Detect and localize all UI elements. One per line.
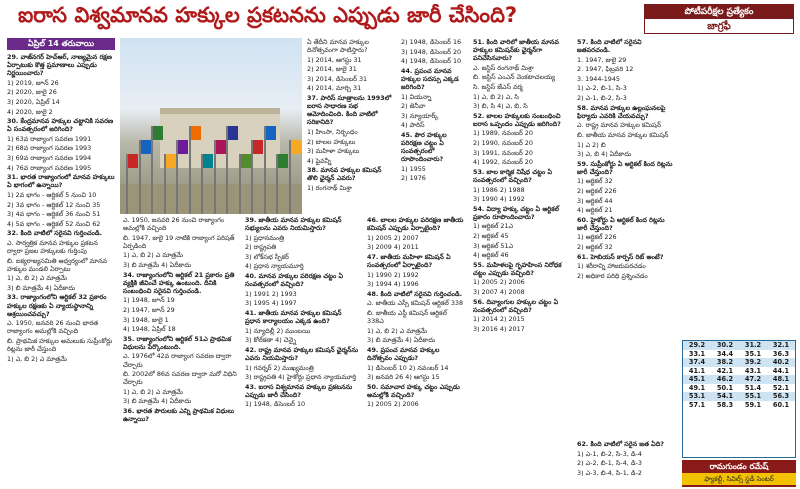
answer-cell: 33.1 [688,349,706,358]
question-line: 3) 1990 4) 1992 [473,195,525,204]
answer-cell: 32.1 [767,341,795,350]
question-line: 36. భారత పౌరులకు ఎన్ని ప్రాథమిక విధులు ఉన్నాయి? [123,406,235,424]
question-line: 56. దివ్యాంగుల హక్కుల చట్టం ఏ సంవత్సరంలో వచ్చింది? [473,297,559,314]
question-line: 3) కోల్‌కతా 4) చెన్నై [245,336,297,345]
question-line: 60. హైకోర్టు ఏ ఆర్టికల్‌ కింద రిట్లను జారీ చేస్తుంది? [577,215,665,232]
question-line: 3) 2020, ఏప్రిల్‌ 14 [7,97,60,106]
un-flags-photo [120,38,302,214]
question-line: 35. రాజ్యాంగంలోని ఆర్టికల్‌ 51ఎ ప్రాథమిక విధులను పేర్కొంటుంది. [123,334,232,351]
question-line: 2) జెనీవా [401,102,426,111]
question-line: 1) ఆర్టికల్‌ 226 [577,233,617,242]
question-line: 1) హింసా, నిర్బంధం [307,127,358,136]
question-line: 2) 3వ భాగం - ఆర్టికల్‌ 12 నుంచి 35 [7,200,101,209]
question-line: 2) 1947, జూన్‌ 29 [123,305,175,314]
answer-cell: 51.4 [744,383,762,392]
question-line: 1. 1947, జులై 29 [577,55,627,64]
question-line: 2) 2020, జులై 26 [7,88,57,97]
question-line: 1) గవర్నర్‌ 2) ముఖ్యమంత్రి [245,363,314,372]
question-line: 2) బాలల హక్కులు [307,137,356,146]
question-line: 43. ఐరాస విశ్వమానవ హక్కుల ప్రకటనను ఎప్పుడు జారీ చేసింది? [245,382,353,399]
photo-ground [120,184,302,214]
question-line: 41. జాతీయ మానవ హక్కుల కమిషన్‌ ప్రధాన కార్యాలయం ఎక్కడ ఉంది? [245,308,342,326]
flag [166,154,176,168]
article-body [4,38,796,487]
column-1 [4,38,118,487]
answer-row [683,350,795,359]
question-line: ఎ. జస్టిస్‌ రంగనాథ్‌ మిశ్రా [473,63,534,72]
question-line: 3) జనవరి 26 4) ఆగస్టు 15 [367,373,440,382]
question-line: 2) ఎ-1, బి-2, సి-3 [577,94,627,103]
flag [153,126,163,140]
question-line: 1) ప్రధానమంత్రి [245,233,285,242]
question-line: 2) అధికార పరిధి ప్రశ్నించడం [577,271,648,280]
answer-cell: 58.3 [716,400,734,409]
question-line: 4) 1948, ఏప్రిల్‌ 18 [123,325,176,334]
question-line: 34. రాజ్యాంగంలోని ఆర్టికల్‌ 21 ప్రకారం ప్రతి వ్యక్తికి జీవించే హక్కు ఉంటుంది. దీనికి సంబంధించి సరైనవి గుర్తించండి. [123,270,235,295]
question-line: 3) 69వ రాజ్యాంగ సవరణ 1994 [7,154,92,163]
question-line: 4) 76వ రాజ్యాంగ సవరణ 1995 [7,163,92,172]
question-line: 4) పైవన్నీ [307,156,332,165]
question-line: 1) ఆర్టికల్‌ 21ఎ [473,222,514,231]
column-5 [364,216,468,487]
question-line: 3) బి మాత్రమే 4) ఏదీకాదు [123,260,192,269]
answer-row [683,375,795,384]
question-line: 1) ఎ, బి 2) ఎ మాత్రమే [7,274,67,283]
question-line: బి. ప్రాథమిక హక్కుల అమలుకు సుప్రీంకోర్టు రిట్లను జారీ చేస్తుంది [7,336,113,353]
answer-row [683,367,795,376]
question-line: 2) 1948, డిసెంబర్‌ 16 [401,38,462,46]
question-line: 58. మానవ హక్కుల ఉల్లంఘనలపై ఫిర్యాదు ఎవరికి చేయవచ్చు? [577,103,666,120]
question-line: 3) 1994 4) 1996 [367,280,419,289]
flag [228,126,238,140]
question-line: 1) 2014 2) 2015 [473,315,525,324]
question-line: 1) 2005 2) 2006 [473,278,525,287]
question-line: 3) బి, సి 4) ఎ, బి, సి [473,102,528,111]
question-line: 39. జాతీయ మానవ హక్కుల కమిషన్‌ సభ్యులను ఎవరు నియమిస్తారు? [245,216,342,233]
badge-top-text: పోటీపరీక్షల ప్రత్యేకం [645,5,793,19]
question-line: 30. కేంద్రమానవ హక్కుల చట్టానికి సవరణ ఏ సంవత్సరంలో జరిగింది? [7,117,114,134]
question-line: 4) ఆర్టికల్‌ 46 [473,251,509,260]
answer-cell: 57.1 [688,400,706,409]
question-line: 3) ఆర్టికల్‌ 44 [577,196,613,205]
question-line: 55. మహిళలపై గృహహింస నిరోధక చట్టం ఎప్పుడు వచ్చింది? [473,260,562,277]
question-line: 29. వాజ్‌నగర్‌ హెచ్‌ఆర్‌, నాణ్యమైన రక్షణ ఏర్పాటుకు కొత్త ప్రమాణాలు ఎప్పుడు నిర్ణయించారు? [7,53,112,78]
question-line: 1) 1955 [401,164,426,173]
answer-cell: 49.1 [688,383,706,392]
question-line: 1) 1948, డిసెంబర్‌ 10 [245,400,306,409]
question-line: బి. జాతీయ ఎస్టీ కమిషన్‌ ఆర్టికల్‌ 338ఎ [367,308,447,326]
answer-cell: 53.1 [683,392,711,401]
answer-cell: 55.1 [739,392,767,401]
question-line: 61. హెబియస్‌ కార్పస్‌ రిట్‌ అంటే? [577,252,664,261]
question-line: 3) 2007 4) 2008 [473,288,525,297]
question-line: 1) 1990 2) 1992 [367,270,419,279]
answer-cell: 46.2 [711,375,739,384]
question-line: బి. 1947, జులై 19 నాటికి రాజ్యాంగ పరిషత్‌ ఏర్పడింది [123,233,235,250]
question-line: 2) రాష్ట్రపతి [245,243,277,252]
question-line: 3) లోక్‌సభ స్పీకర్‌ [245,252,289,261]
answer-cell: 47.2 [739,375,767,384]
question-line: 4) 1948, డిసెంబర్‌ 10 [401,57,462,66]
question-line: 3) ఆర్టికల్‌ 51ఎ [473,241,514,250]
question-line: 45. పౌర హక్కుల పరిరక్షణ చట్టం ఏ సంవత్సరంలో రూపొందించారు? [401,130,447,164]
answer-cell: 48.1 [767,375,795,384]
question-line: 4) 5వ భాగం - ఆర్టికల్‌ 52 నుంచి 62 [7,219,101,228]
question-line: 3) ఎ-3, బి-4, సి-1, డి-2 [577,468,642,477]
answer-cell: 44.1 [772,366,790,375]
question-line: 3) 1991, నవంబర్‌ 20 [473,148,533,157]
question-line: 1) ఆర్టికల్‌ 32 [577,177,613,186]
section-badge [644,4,794,34]
question-line: ఎ. సార్వత్రిక మానవ హక్కుల ప్రకటన ద్వారా ప్రజల హక్కులకు గుర్తింపు [7,238,98,255]
question-line: 1) 1991 2) 1993 [245,289,297,298]
question-line: 49. ప్రపంచ మానవ హక్కుల దినోత్సవం ఎప్పుడు? [367,345,440,362]
question-line: 4) ప్రధాన న్యాయమూర్తి [245,262,304,271]
answer-key-table [682,340,796,458]
question-line: 32. కింది వాటిలో సరైనవి గుర్తించండి. [7,229,103,238]
column-7 [470,38,572,487]
question-line: 3) మహిళా హక్కులు [307,147,360,156]
question-line: 1) 1989, నవంబర్‌ 20 [473,129,533,138]
question-line: 1) 2005 2) 2007 [367,233,419,242]
question-line: 1) ఎ, బి 2) ఎ మాత్రమే [123,251,183,260]
question-line: 37. పారిస్‌ సూత్రాలను 1993లో ఐరాస సాధారణ సభ ఆమోదించింది. కింది వాటిలో సరికానిది? [307,94,392,127]
question-line: బి. ఐక్యరాజ్యసమితి ఆధ్వర్యంలో మానవ హక్కుల మండలి ఏర్పాటు [7,256,108,273]
answer-cell: 56.3 [767,392,795,401]
question-line: 3) బి మాత్రమే 4) ఏదీకాదు [123,397,192,406]
question-line: 2) ఎ-2, బి-1, సి-4, డి-3 [577,459,642,468]
question-line: 1) డిసెంబర్‌ 10 2) నవంబర్‌ 14 [367,363,449,372]
column-3 [242,216,362,487]
question-line: 42. రాష్ట్ర మానవ హక్కుల కమిషన్‌ ఛైర్మన్‌ను ఎవరు నియమిస్తారు? [245,345,359,362]
question-line: 2) 1990, నవంబర్‌ 20 [473,139,533,148]
question-line: ఏ తేదీని మానవ హక్కుల దినోత్సవంగా పాటిస్తారు? [307,38,369,55]
question-line: 2) ఆర్టికల్‌ 32 [577,243,613,252]
column-10 [574,440,680,487]
question-line: 2) ఆర్టికల్‌ 45 [473,231,509,240]
flag [128,154,138,168]
answer-cell: 31.2 [739,341,767,350]
question-line: ఎ. 1976లో 42వ రాజ్యాంగ సవరణ ద్వారా చేర్చారు [123,352,232,369]
flag [266,126,276,140]
answer-cell: 38.2 [711,358,739,367]
answer-cell: 41.1 [688,366,706,375]
question-line: 1) 2019, జూన్‌ 26 [7,78,59,87]
question-line: 1) వియన్నా [401,92,432,101]
answer-row [683,401,795,410]
photo-building [160,108,280,168]
question-line: 3) 1948, డిసెంబర్‌ 20 [401,47,462,56]
question-line: ఎ. 1950, జనవరి 26 నుంచి భారత రాజ్యాంగం అమల్లోకి వచ్చింది [7,319,99,336]
answer-row [683,384,795,393]
question-line: 33. రాజ్యాంగంలోని ఆర్టికల్‌ 32 ప్రకారం హక్కుల రక్షణకు ఏ న్యాయస్థానాన్ని ఆశ్రయించవచ్చు? [7,293,107,318]
question-line: 1) రంగనాథ్‌ మిశ్రా [307,184,352,192]
flag [291,140,301,154]
column-6 [398,38,472,214]
answer-cell: 40.2 [767,358,795,367]
answer-cell: 60.1 [772,400,790,409]
question-line: 51. కింది వారిలో జాతీయ మానవ హక్కుల కమిషన్‌కు ఛైర్మన్‌గా పనిచేసినవారు? [473,38,559,63]
question-line: ఎ. జాతీయ ఎస్సీ కమిషన్‌ ఆర్టికల్‌ 338 [367,299,464,308]
flag [241,154,251,168]
question-line: 48. కింది వాటిలో సరైనవి గుర్తించండి. [367,289,463,298]
column-photo-right [304,38,396,214]
answer-cell: 36.3 [772,349,790,358]
author-role: ఫ్యాకల్టీ, సివిల్స్‌ స్టడీ సెంటర్‌ [682,473,796,485]
question-line: 3) న్యూయార్క్‌ [401,111,439,120]
question-line: 4) 1992, నవంబర్‌ 20 [473,158,533,167]
question-line: 62. కింది వాటిలో సరైన జత ఏది? [577,440,664,448]
question-line: 52. బాలల హక్కులకు సంబంధించి ఐరాస ఒప్పందం ఎప్పుడు జరిగింది? [473,111,561,128]
author-name: రామగుండం రమేష్‌ [709,462,769,471]
question-line: 3) 2016 4) 2017 [473,324,525,333]
question-line: 4) 2014, మార్చి 31 [307,84,362,93]
answer-row [683,341,795,350]
question-line: 4) పారిస్‌ [401,121,425,130]
answer-cell: 45.1 [683,375,711,384]
question-line: 1) ఎ, బి 2) ఎ, సి [473,92,519,101]
answer-cell: 37.4 [683,358,711,367]
question-line: 1) ఎ-1, బి-2, సి-3, డి-4 [577,449,642,458]
question-line: 44. ప్రపంచ మానవ హక్కుల సదస్సు ఎక్కడ జరిగింది? [401,66,459,91]
question-line: 50. సమాచార హక్కు చట్టం ఎప్పుడు అమల్లోకి వచ్చింది? [367,382,460,399]
question-line: 1) ఎ 2) బి [577,140,606,149]
question-line: 3) 4వ భాగం - ఆర్టికల్‌ 36 నుంచి 51 [7,210,101,219]
question-line: 3) బి మాత్రమే 4) ఏదీకాదు [7,283,76,292]
question-line: 1) ఎ, బి 2) ఎ మాత్రమే [367,326,427,335]
question-line: 1) ఎ, బి 2) ఎ మాత్రమే [123,387,183,396]
answer-cell: 35.1 [744,349,762,358]
question-line: సి. జస్టిస్‌ జేఎస్‌ వర్మ [473,82,523,91]
flag [178,140,188,154]
question-line: 1) ఎ-2, బి-1, సి-3 [577,84,627,93]
badge-bottom-text: జాగ్రఫీ [707,21,731,32]
column-1-text [7,53,115,363]
question-line: 31. భారత రాజ్యాంగంలో మానవ హక్కులు ఏ భాగంలో ఉన్నాయి? [7,173,115,190]
question-line: 1) ఎ, బి 2) ఎ మాత్రమే [7,354,67,363]
question-line: 3) 1948, జులై 1 [123,315,169,324]
author-box [682,460,796,487]
answer-cell: 52.1 [772,383,790,392]
flag [216,140,226,154]
question-line: బి. 2002లో 86వ సవరణ ద్వారా మరో విధిని చేర్చారు [123,370,237,387]
answer-cell: 59.1 [744,400,762,409]
question-line: 2) 68వ రాజ్యాంగ సవరణ 1993 [7,144,92,153]
answer-cell: 39.2 [739,358,767,367]
question-line: 1) 63వ రాజ్యాంగ సవరణ 1991 [7,134,92,143]
flag [278,154,288,168]
question-line: 1) 2005 2) 2006 [367,400,419,409]
question-line: 3) 2014, డిసెంబర్‌ 31 [307,74,368,83]
question-line: 4) 2020, జులై 2 [7,107,53,116]
question-line: 46. బాలల హక్కుల పరిరక్షణ జాతీయ కమిషన్‌ ఎప్పుడు ఏర్పాటైంది? [367,216,464,233]
question-line: 1) 1986 2) 1988 [473,185,525,194]
date-tag: ఏప్రిల్ 14 తరువాయి [7,38,115,50]
question-line: 54. విద్యా హక్కు చట్టం ఏ ఆర్టికల్‌ ప్రకారం రూపొందించారు? [473,204,560,221]
question-line: 53. బాల కార్మిక నిషేధ చట్టం ఏ సంవత్సరంలో వచ్చింది? [473,167,553,184]
question-line: ఎ. 1950, జనవరి 26 నుంచి రాజ్యాంగం అమల్లోకి వచ్చింది [123,216,225,233]
column-8 [574,38,680,438]
question-line: 3) 1995 4) 1997 [245,299,297,308]
answer-cell: 42.1 [716,366,734,375]
question-line: 2) ఆర్టికల్‌ 226 [577,187,617,195]
question-line: 1) శరీరాన్ని హాజరుపరచడం [577,262,646,271]
answer-cell: 34.4 [716,349,734,358]
question-line: 3) ఎ, బి 4) ఏదీకాదు [577,150,632,159]
question-line: 3) 2009 4) 2011 [367,243,419,252]
question-line: 1) 2014, ఆగస్టు 31 [307,55,362,64]
question-line: 47. జాతీయ మహిళా కమిషన్‌ ఏ సంవత్సరంలో ఏర్పాటైంది? [367,252,451,269]
flag [203,154,213,168]
flag [253,140,263,154]
answer-cell: 29.2 [683,341,711,350]
question-line: 3. 1944-1945 [577,74,620,83]
question-line: 4) ఆర్టికల్‌ 21 [577,206,613,215]
question-line: బి. జస్టిస్‌ ఎంఎన్‌ వెంకటాచలయ్య [473,73,556,82]
answer-cell: 30.2 [711,341,739,350]
question-line: 40. మానవ హక్కుల పరిరక్షణ చట్టం ఏ సంవత్సరంలో వచ్చింది? [245,272,344,289]
question-line: ఎ. రాష్ట్ర మానవ హక్కుల కమిషన్‌ [577,121,662,130]
answer-row [683,392,795,401]
question-line: 1) న్యూదిల్లీ 2) ముంబయి [245,326,311,335]
question-line: 1) 2వ భాగం - ఆర్టికల్‌ 5 నుంచి 10 [7,190,97,199]
question-line: బి. జాతీయ మానవ హక్కుల కమిషన్‌ [577,130,669,139]
answer-cell: 43.1 [744,366,762,375]
question-line: 2) 2014, జులై 31 [307,65,357,74]
question-line: 38. మానవ హక్కుల కమిషన్‌ తొలి ఛైర్మన్‌ ఎవరు? [307,166,382,183]
answer-cell: 50.1 [716,383,734,392]
question-line: 3) బి మాత్రమే 4) ఏదీకాదు [367,336,436,345]
flag [191,126,201,140]
question-line: 57. కింది వాటిలో సరైనవి జతపరచండి. [577,38,642,55]
answer-cell: 54.1 [711,392,739,401]
page-headline: ఐరాస విశ్వమానవ హక్కుల ప్రకటనను ఎప్పుడు జారీ చేసింది? [18,3,518,27]
column-2 [120,216,240,487]
flag [141,140,151,154]
question-line: 2) 1976 [401,174,426,183]
answer-row [683,358,795,367]
question-line: 3) రాష్ట్రపతి 4) హైకోర్టు ప్రధాన న్యాయమూర్తి [245,373,357,382]
question-line: 1) 1948, జూన్‌ 19 [123,296,175,305]
question-line: 59. సుప్రీంకోర్టు ఏ ఆర్టికల్‌ కింద రిట్లను జారీ చేస్తుంది? [577,159,673,176]
question-line: 2. 1947, ఫిబ్రవరి 12 [577,65,634,74]
